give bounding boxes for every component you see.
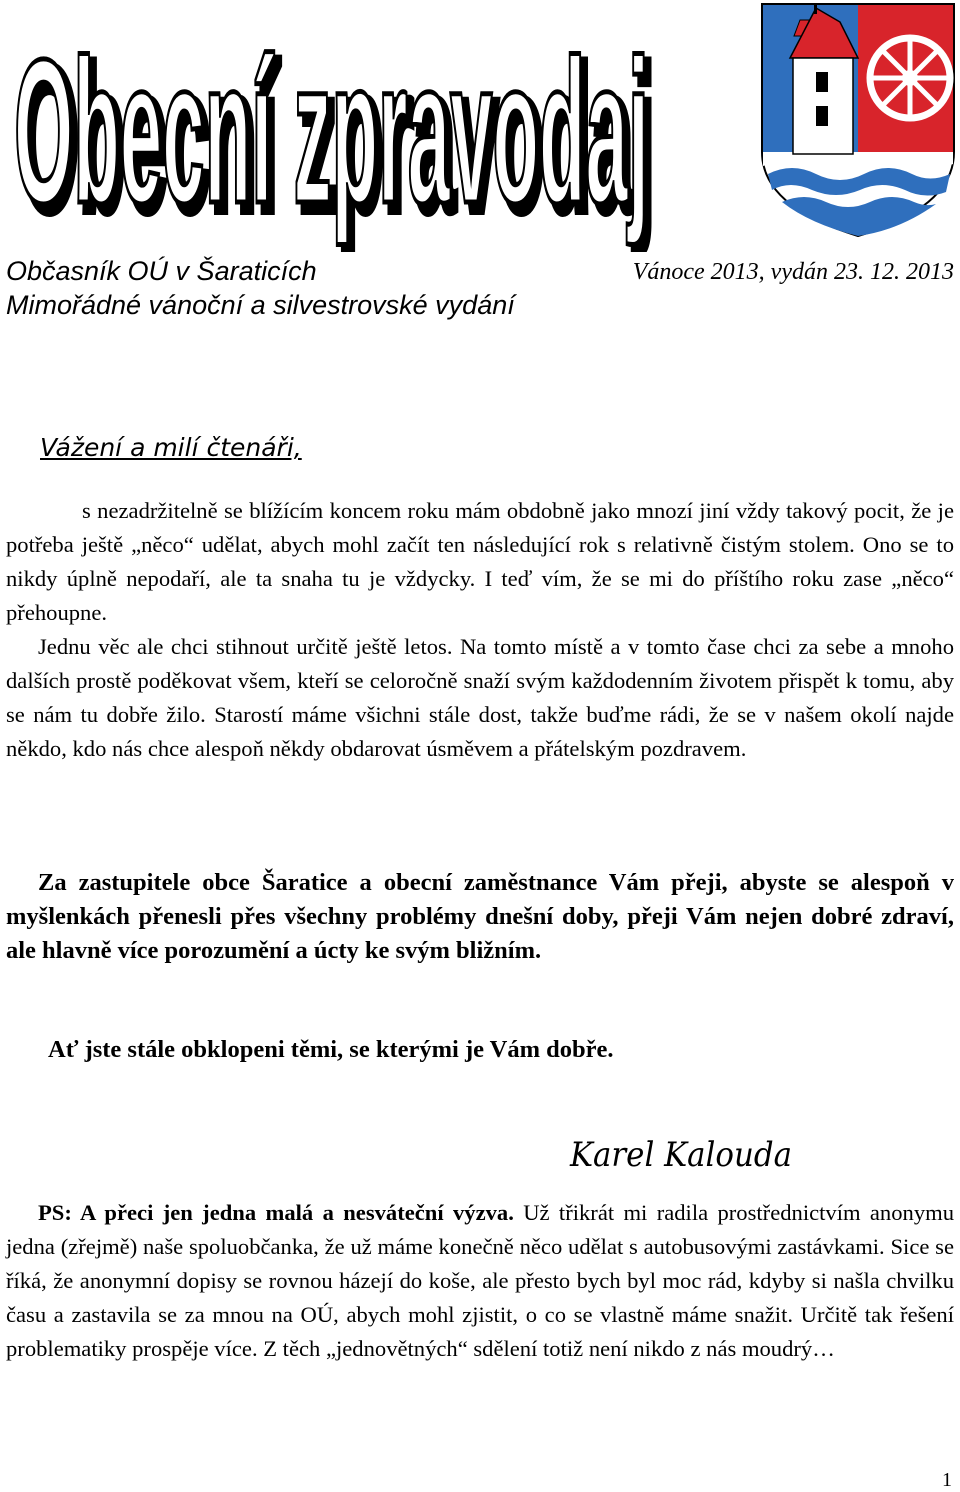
letter-paragraph-1: s nezadržitelně se blížícím koncem roku mám obdobně jako mnozí jiní vždy takový pocit, že je potřeba ještě „něco“ udělat, abych mohl začít ten následující rok s relativně čistým stolem. Ono se to nikdy úplně nepodaří, ale ta snaha tu je vždycky. I teď vím, že se mi do příštího roku zase „něco“ přehoupne.: [6, 498, 954, 625]
letter-paragraph-2: Jednu věc ale chci stihnout určitě ještě letos. Na tomto místě a v tomto čase chci za sebe a mnoho dalších prostě poděkovat všem, kteří se celoročně snaží svým každodenním životem přispět k tomu, aby se nám tu dobře žilo. Starostí máme všichni stále dost, takže buďme rádi, že se v našem okolí najde někdo, kdo nás chce alespoň někdy obdarovat úsměvem a přátelským pozdravem.: [6, 634, 954, 761]
masthead-title-text: Obecní zpravodaj: [14, 17, 649, 246]
coat-of-arms-icon: [760, 2, 956, 238]
masthead: [0, 0, 960, 250]
subheader-left: [6, 254, 515, 322]
signature: [568, 1124, 798, 1180]
wish-text: Za zastupitele obce Šaratice a obecní zaměstnance Vám přeji, abyste se alespoň v myšlenkách přenesli přes všechny problémy dnešní doby, přeji Vám nejen dobré zdraví, ale hlavně více porozumění a úcty ke svým bližním.: [6, 869, 954, 964]
postscript-lead: PS: A přeci jen jedna malá a nesváteční výzva.: [38, 1200, 514, 1225]
page-number: 1: [942, 1469, 952, 1491]
letter-wish: [6, 866, 954, 968]
postscript: [6, 1196, 954, 1366]
signature-text: Karel Kalouda: [569, 1135, 792, 1175]
letter-body: [6, 494, 954, 766]
edition-name: Mimořádné vánoční a silvestrovské vydání: [6, 290, 515, 320]
postscript-text: Už třikrát mi radila prostřednictvím anonymu jedna (zřejmě) naše spoluobčanka, že už máme konečně něco udělat s autobusovými zastávkami. Sice se říká, že anonymní dopisy se rovnou házejí do koše, ale přesto bych byl moc rád, kdyby si našla chvilku času a zastavila se za mnou na OÚ, abych mohl zjistit, o co se vlastně máme snažit. Určitě tak řešení problematiky prospěje více. Z těch „jednovětných“ sdělení totiž není nikdo z nás moudrý…: [6, 1200, 954, 1361]
letter-greeting: Vážení a milí čtenáři,: [40, 433, 302, 462]
letter-closing: Ať jste stále obklopeni těmi, se kterými je Vám dobře.: [48, 1036, 614, 1063]
masthead-title: [4, 2, 664, 252]
issue-date: Vánoce 2013, vydán 23. 12. 2013: [632, 259, 954, 285]
postscript-paragraph: [6, 1196, 954, 1366]
masthead-title-shadow: Obecní zpravodaj: [20, 25, 655, 252]
publication-name: Občasník OÚ v Šaraticích: [6, 256, 317, 286]
